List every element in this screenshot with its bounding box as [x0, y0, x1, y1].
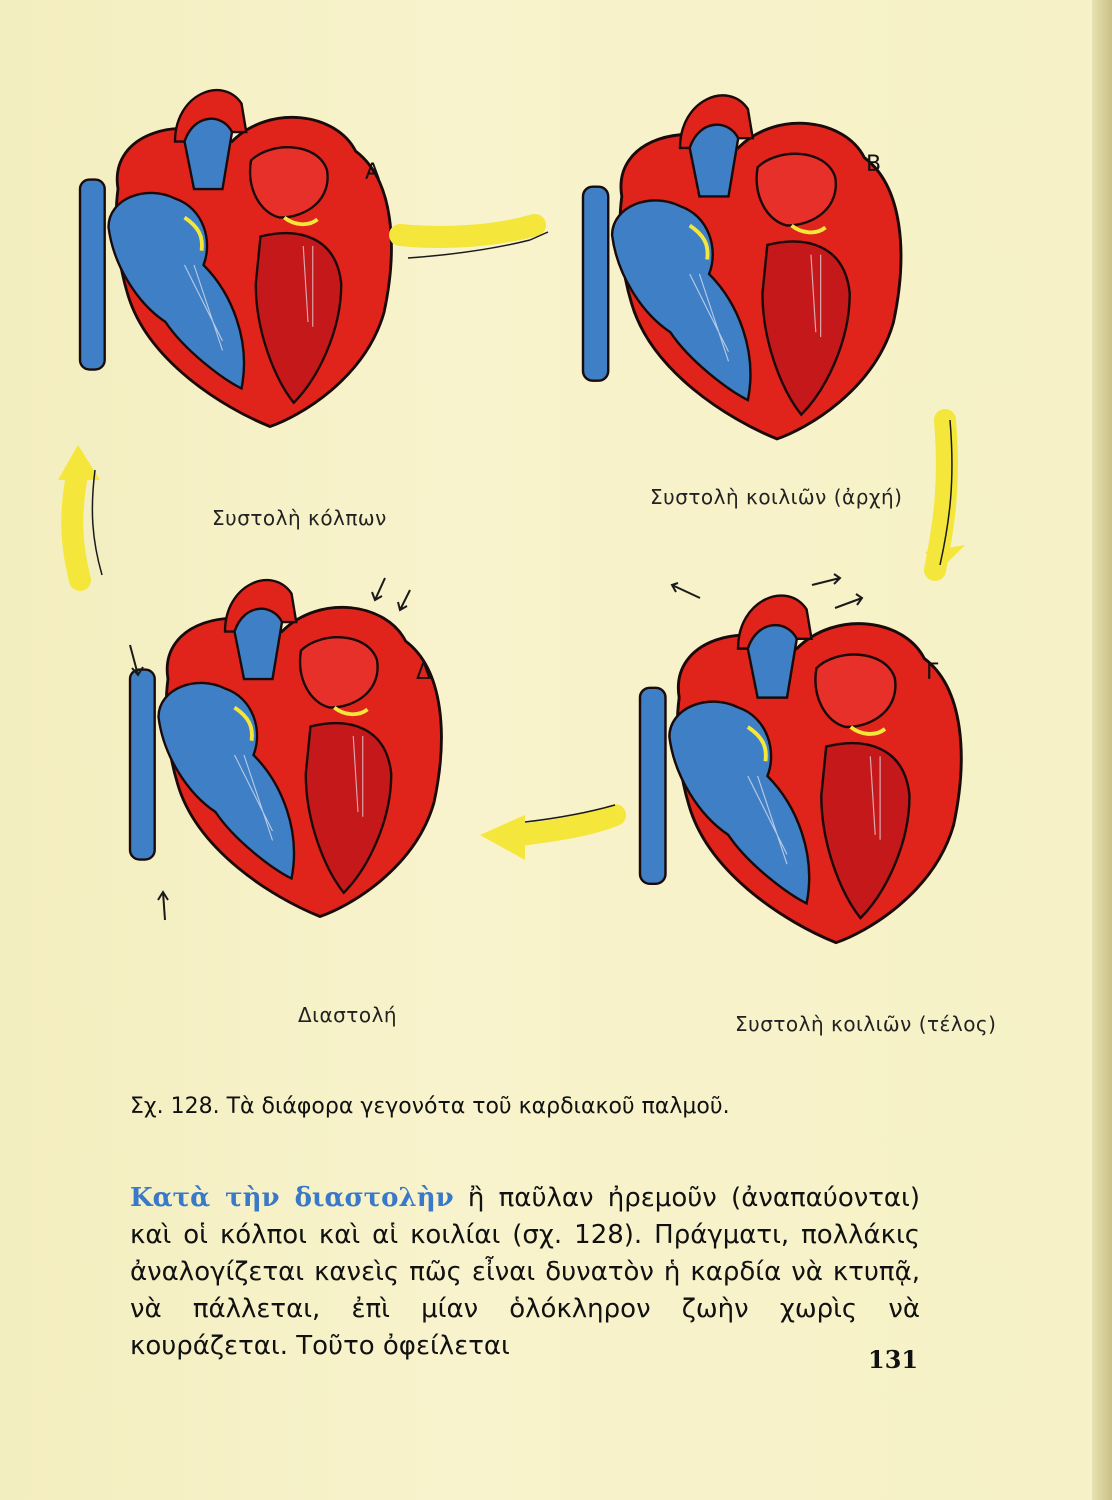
cycle-arrow-up-left [58, 445, 102, 580]
page-number: 131 [868, 1345, 919, 1374]
panel-letter-a: Α [365, 160, 381, 185]
panel-label-d: Διαστολή [298, 1003, 398, 1027]
heart-panel-a [80, 90, 391, 426]
figure-caption: Σχ. 128. Τὰ διάφορα γεγονότα τοῦ καρδιακοῦ παλμοῦ. [130, 1094, 730, 1119]
heart-panel-d [130, 580, 441, 916]
body-paragraph [130, 1180, 920, 1365]
body-lead-phrase: Κατὰ τὴν διαστολὴν [130, 1183, 454, 1213]
heart-panel-b [583, 95, 901, 438]
panel-letter-b: Β [866, 152, 882, 177]
panel-label-a: Συστολὴ κόλπων [212, 506, 387, 530]
cycle-arrow-left-bottom [480, 805, 615, 860]
heart-panel-g [640, 596, 961, 943]
body-text-continuation: ἢ παῦλαν ἠρεμοῦν (ἀναπαύονται) καὶ οἱ κόλποι καὶ αἱ κοιλίαι (σχ. 128). Πράγματι, πολλάκις ἀναλογίζεται κανεὶς πῶς εἶναι δυνατὸν ἡ καρδία νὰ κτυπᾷ, νὰ πάλλεται, ἐπὶ μίαν ὁλόκληρον ζωὴν χωρὶς νὰ κουράζεται. Τοῦτο ὀφείλεται [130, 1183, 920, 1361]
panel-label-g: Συστολὴ κοιλιῶν (τέλος) [735, 1012, 997, 1036]
panel-letter-d: Δ [416, 660, 432, 685]
cycle-arrow-right-top [400, 225, 548, 258]
panel-label-b: Συστολὴ κοιλιῶν (ἀρχή) [650, 485, 903, 509]
panel-letter-g: Γ [926, 660, 939, 685]
cycle-arrow-down-right [925, 420, 965, 570]
